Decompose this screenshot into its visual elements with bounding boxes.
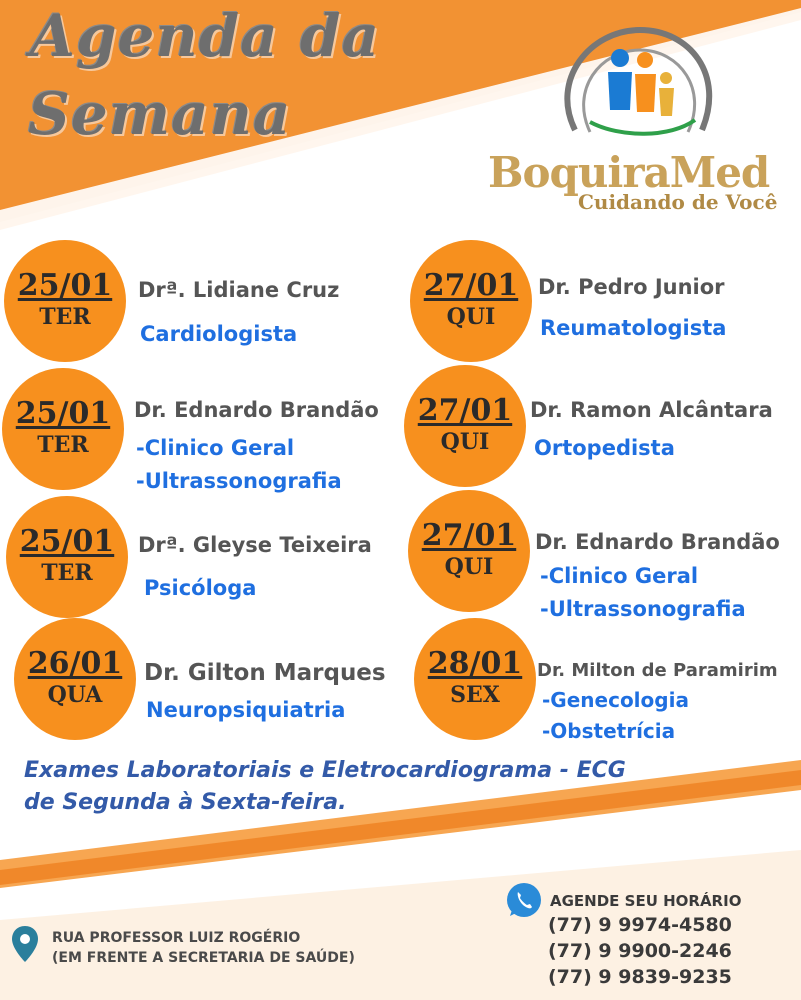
badge-day: QUI — [446, 304, 496, 330]
date-badge — [2, 368, 124, 490]
badge-day: TER — [41, 560, 93, 586]
exams-notice-line1: Exames Laboratoriais e Eletrocardiograma - ECG — [24, 758, 626, 783]
badge-date: 25/01 — [19, 524, 115, 559]
badge-date: 25/01 — [17, 268, 113, 303]
date-badge — [410, 240, 532, 362]
doctor-name: Drª. Gleyse Teixeira — [138, 533, 372, 557]
doctor-name: Dr. Ramon Alcântara — [530, 398, 773, 422]
doctor-name: Dr. Ednardo Brandão — [535, 530, 780, 554]
badge-date: 25/01 — [15, 396, 111, 431]
exams-notice-line2: de Segunda à Sexta-feira. — [24, 790, 347, 815]
logo-brand-name: BoquiraMed — [488, 148, 770, 197]
specialty: Ortopedista — [534, 436, 675, 460]
page-title-line2: Semana — [28, 80, 292, 148]
badge-day: SEX — [450, 682, 500, 708]
doctor-name: Dr. Gilton Marques — [144, 660, 386, 686]
doctor-name: Dr. Ednardo Brandão — [134, 398, 379, 422]
date-badge — [6, 496, 128, 618]
logo-tagline: Cuidando de Você — [578, 190, 778, 214]
phone-number[interactable]: (77) 9 9900-2246 — [548, 940, 732, 962]
date-badge — [414, 618, 536, 740]
date-badge — [404, 365, 526, 487]
specialty: -Genecologia — [542, 688, 689, 712]
specialty: Cardiologista — [140, 322, 298, 346]
badge-date: 28/01 — [427, 646, 523, 681]
doctor-name: Dr. Milton de Paramirim — [537, 660, 778, 681]
badge-date: 27/01 — [417, 393, 513, 428]
doctor-name: Dr. Pedro Junior — [538, 275, 725, 299]
badge-day: QUA — [47, 682, 103, 708]
specialty: -Ultrassonografia — [136, 469, 342, 493]
badge-day: QUI — [440, 429, 490, 455]
date-badge — [4, 240, 126, 362]
location-pin-icon — [10, 924, 40, 964]
badge-date: 27/01 — [423, 268, 519, 303]
specialty: Psicóloga — [144, 576, 257, 600]
specialty: -Clinico Geral — [136, 436, 295, 460]
specialty: Reumatologista — [540, 316, 727, 340]
specialty: -Obstetrícia — [542, 719, 676, 743]
badge-date: 27/01 — [421, 518, 517, 553]
date-badge — [408, 490, 530, 612]
family-figures-icon — [480, 20, 780, 150]
specialty: -Clinico Geral — [540, 564, 699, 588]
schedule-label: AGENDE SEU HORÁRIO — [550, 892, 742, 910]
specialty: -Ultrassonografia — [540, 597, 746, 621]
doctor-name: Drª. Lidiane Cruz — [138, 278, 340, 302]
badge-date: 26/01 — [27, 646, 123, 681]
badge-day: QUI — [444, 554, 494, 580]
address-line1: RUA PROFESSOR LUIZ ROGÉRIO — [52, 930, 301, 946]
badge-day: TER — [37, 432, 89, 458]
badge-day: TER — [39, 304, 91, 330]
whatsapp-icon — [504, 880, 544, 920]
specialty: Neuropsiquiatria — [146, 698, 346, 722]
phone-number[interactable]: (77) 9 9839-9235 — [548, 966, 732, 988]
boquiramed-logo — [480, 20, 780, 220]
phone-number[interactable]: (77) 9 9974-4580 — [548, 914, 732, 936]
address-line2: (EM FRENTE A SECRETARIA DE SAÚDE) — [52, 950, 355, 966]
date-badge — [14, 618, 136, 740]
page-title-line1: Agenda da — [30, 2, 381, 70]
